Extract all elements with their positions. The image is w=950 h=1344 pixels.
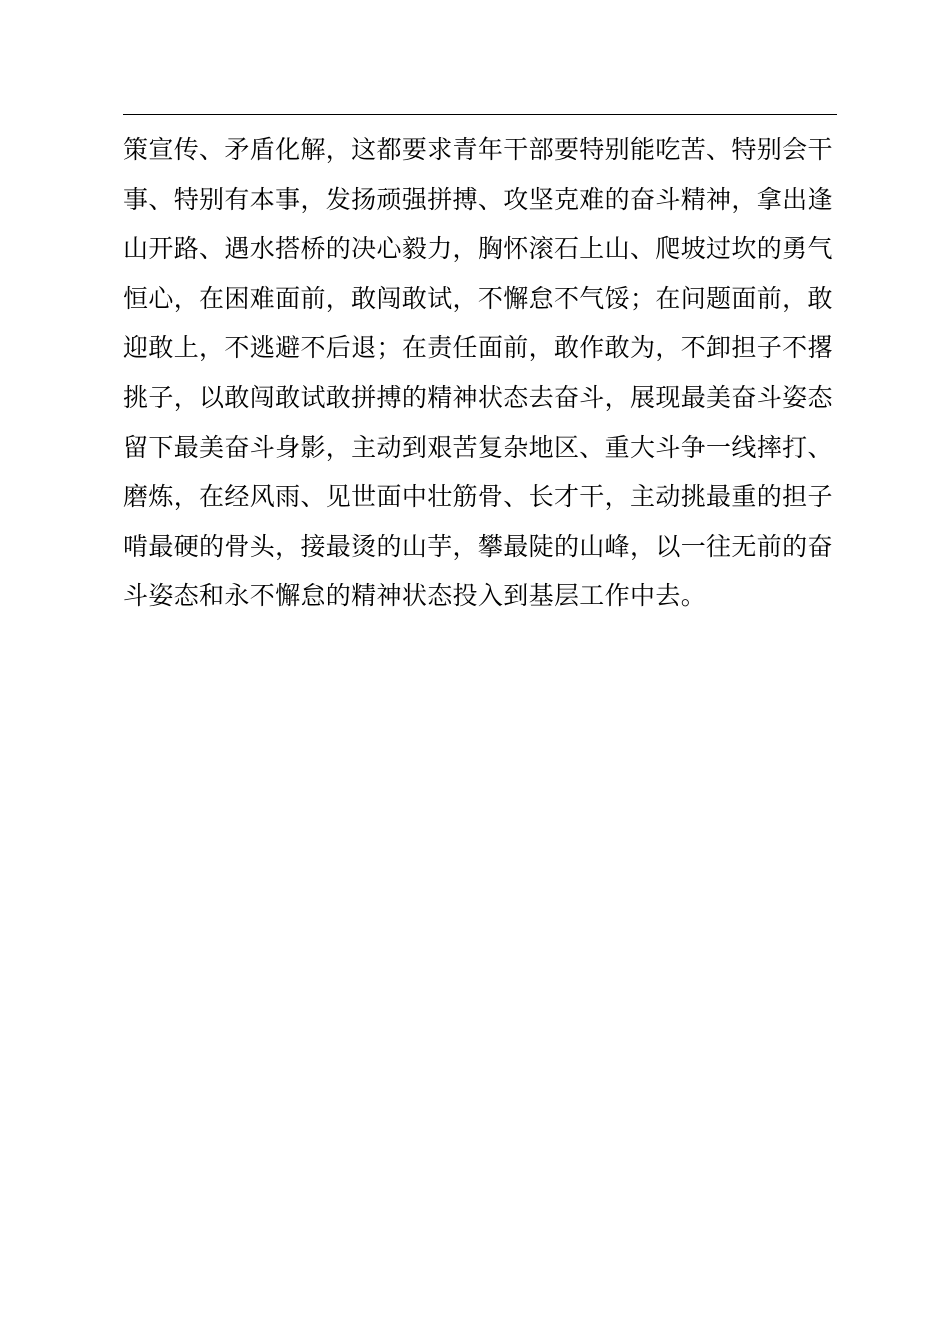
text-line: 磨炼，在经风雨、见世面中壮筋骨、长才干，主动挑最重的担子 [123, 482, 833, 512]
text-line: 恒心，在困难面前，敢闯敢试，不懈怠不气馁；在问题面前，敢 [123, 283, 833, 313]
body-paragraph [123, 125, 843, 621]
text-line: 斗姿态和永不懈怠的精神状态投入到基层工作中去。 [123, 581, 707, 611]
text-line: 迎敢上，不逃避不后退；在责任面前，敢作敢为，不卸担子不撂 [123, 333, 833, 363]
header-rule [123, 114, 837, 115]
text-line: 山开路、遇水搭桥的决心毅力，胸怀滚石上山、爬坡过坎的勇气 [123, 234, 833, 264]
text-line: 策宣传、矛盾化解，这都要求青年干部要特别能吃苦、特别会干 [123, 135, 833, 164]
text-line: 啃最硬的骨头，接最烫的山芋，攀最陡的山峰，以一往无前的奋 [123, 531, 833, 561]
text-line: 留下最美奋斗身影，主动到艰苦复杂地区、重大斗争一线摔打、 [123, 432, 833, 462]
text-line: 事、特别有本事，发扬顽强拼搏、攻坚克难的奋斗精神，拿出逢 [123, 184, 833, 214]
text-line: 挑子，以敢闯敢试敢拼搏的精神状态去奋斗，展现最美奋斗姿态 [123, 382, 833, 412]
